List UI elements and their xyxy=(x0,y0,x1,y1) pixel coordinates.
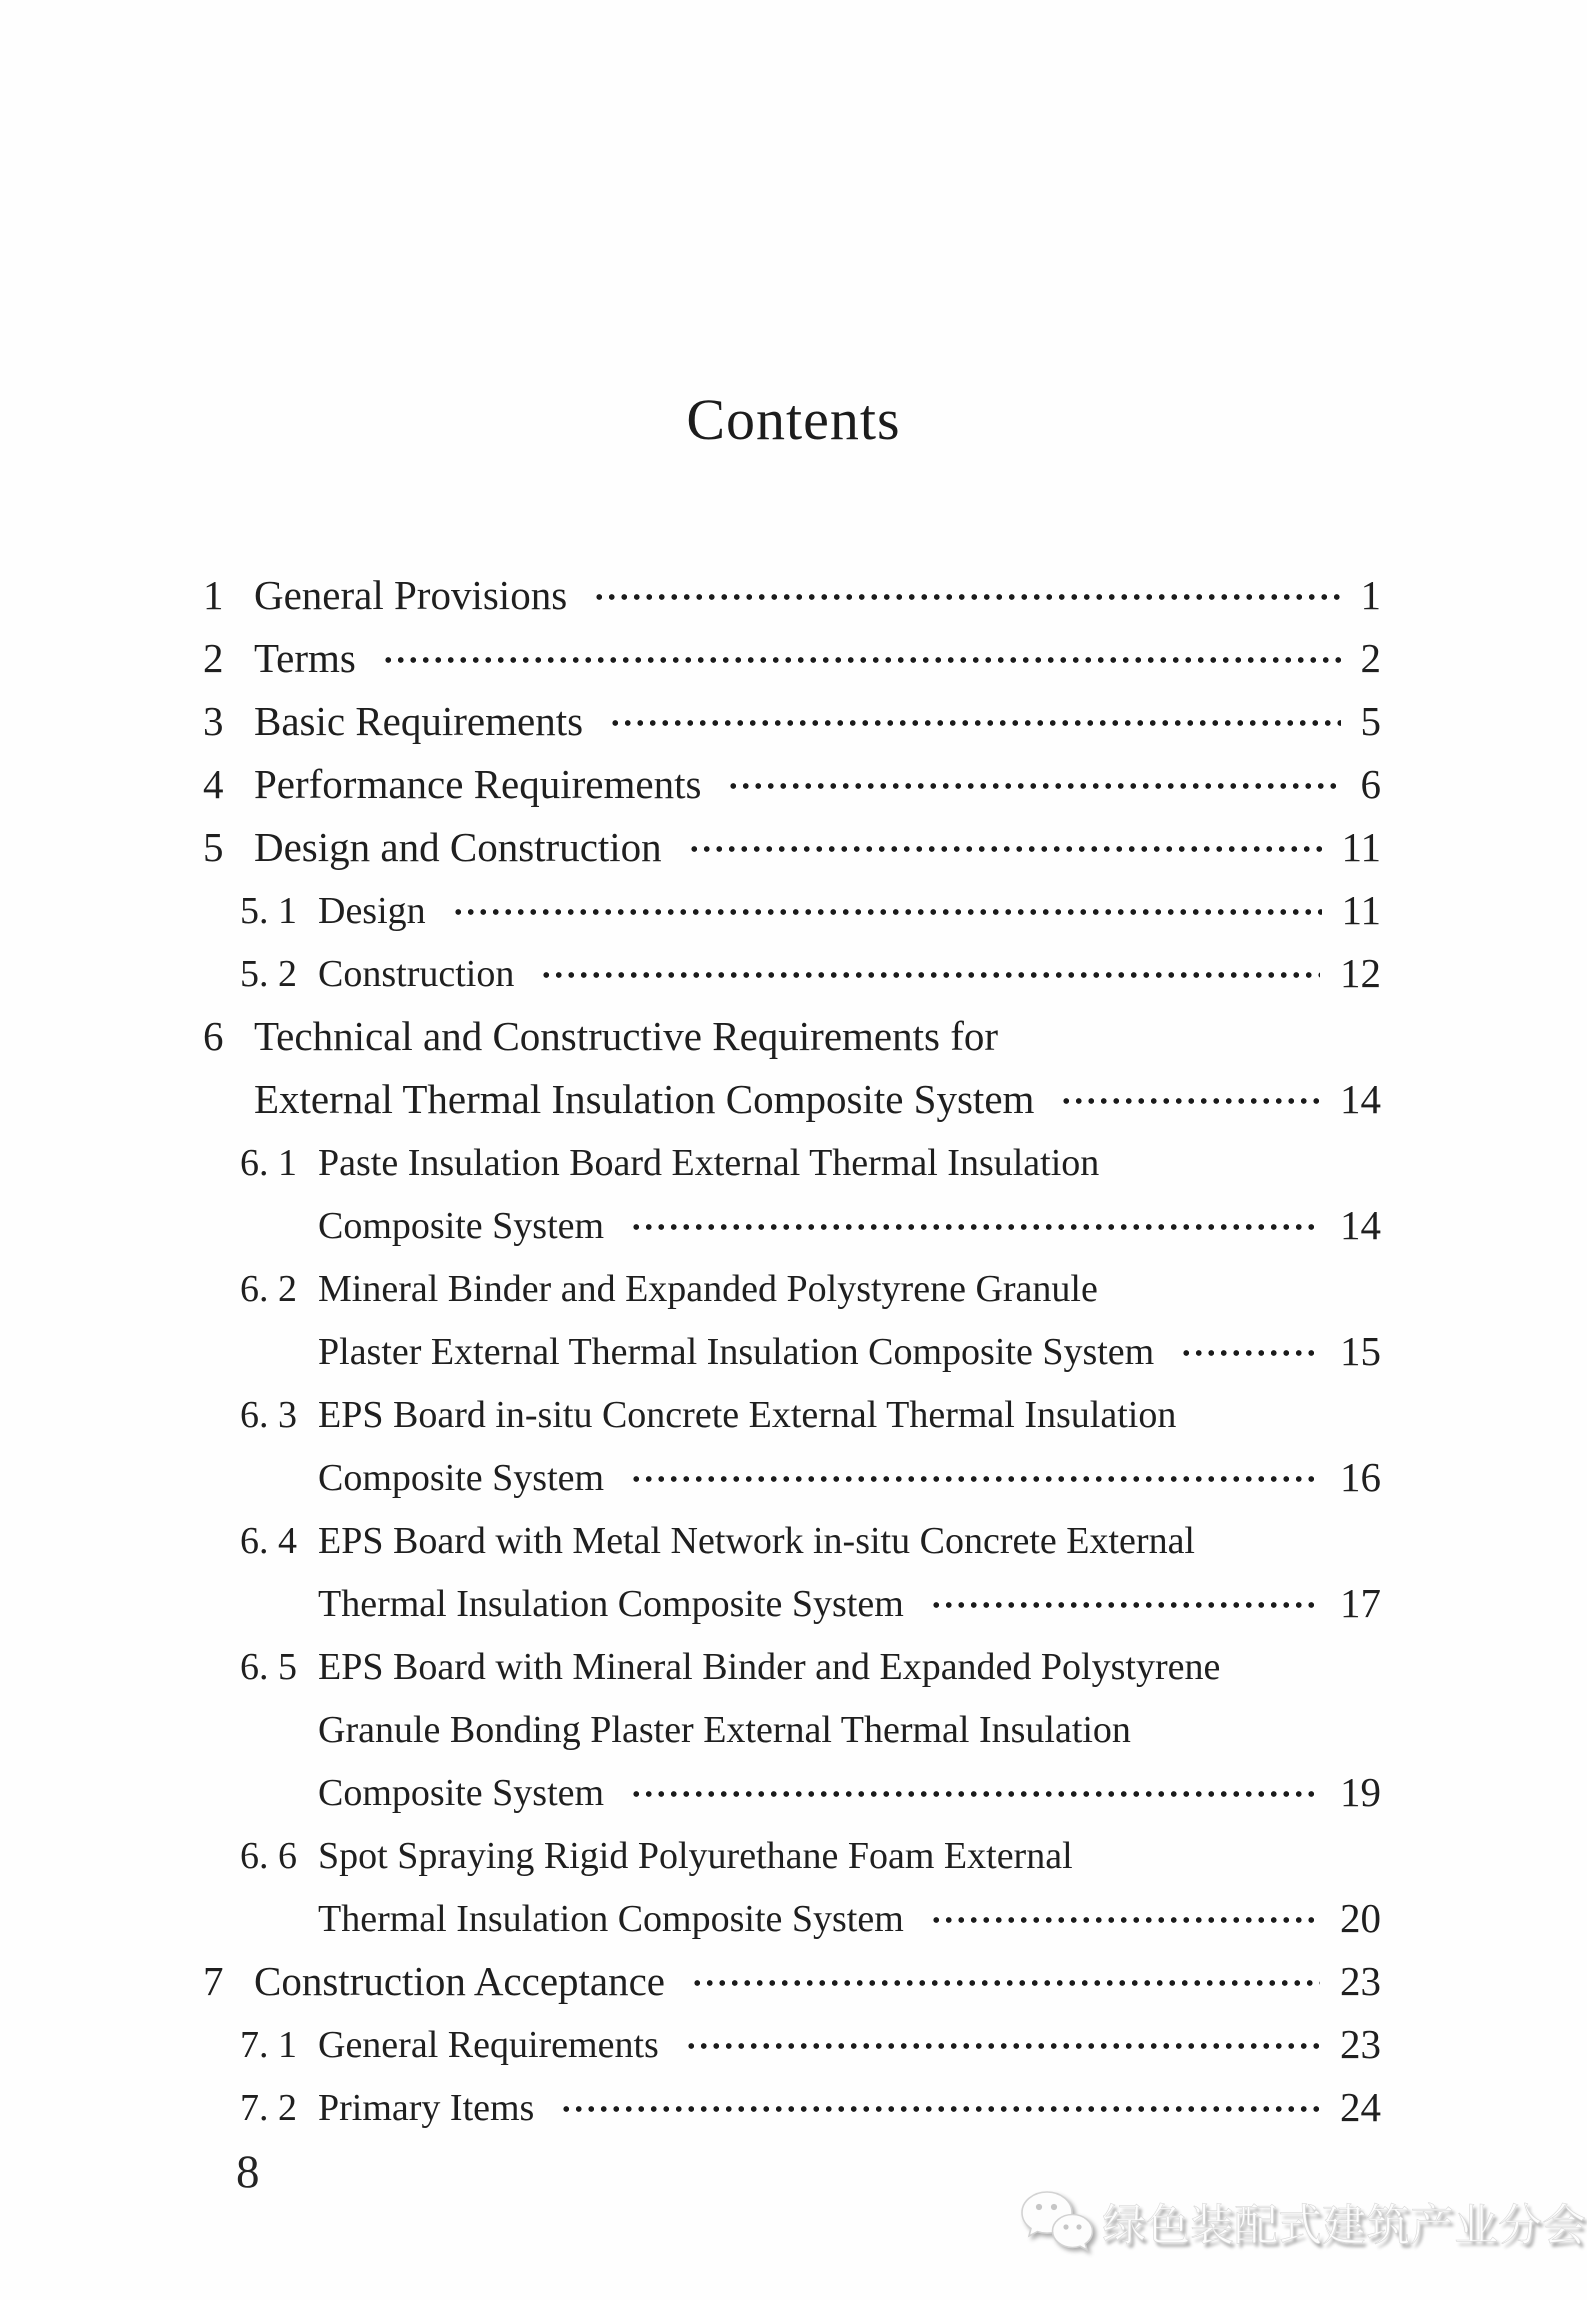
toc-entry-page: 6 xyxy=(1360,761,1381,807)
toc-entry-number: 2 xyxy=(203,635,224,681)
toc-entry-number: 6. 5 xyxy=(240,1645,297,1688)
toc-entry-number: 3 xyxy=(203,698,224,744)
dot-leader xyxy=(688,846,1322,852)
toc-entry-page: 24 xyxy=(1340,2084,1381,2130)
toc-row xyxy=(203,2013,1381,2076)
toc-row xyxy=(203,816,1381,879)
toc-entry-page: 14 xyxy=(1340,1076,1381,1122)
toc-entry-page: 20 xyxy=(1340,1895,1381,1941)
dot-leader xyxy=(630,1476,1320,1482)
toc-entry-label: Construction xyxy=(318,952,515,995)
dot-leader xyxy=(1060,1098,1320,1104)
toc-entry-number: 7. 1 xyxy=(240,2023,297,2066)
toc-entry-page: 17 xyxy=(1340,1580,1381,1626)
toc-entry-page: 15 xyxy=(1340,1328,1381,1374)
toc-row xyxy=(203,1194,1381,1257)
toc-entry-label: Primary Items xyxy=(318,2086,535,2129)
toc-row xyxy=(203,2076,1381,2139)
toc-row xyxy=(203,1446,1381,1509)
toc-row xyxy=(203,1005,1381,1068)
toc-entry-number: 6. 4 xyxy=(240,1519,297,1562)
toc-entry-number: 6. 1 xyxy=(240,1141,297,1184)
toc-row xyxy=(203,753,1381,816)
dot-leader xyxy=(1180,1350,1320,1356)
toc-row xyxy=(203,879,1381,942)
toc-entry-page: 19 xyxy=(1340,1769,1381,1815)
toc-row xyxy=(203,564,1381,627)
toc-entry-label: Spot Spraying Rigid Polyurethane Foam External xyxy=(318,1834,1073,1877)
toc-entry-label: Terms xyxy=(254,635,356,681)
toc-row xyxy=(203,1068,1381,1131)
toc-entry-label: Granule Bonding Plaster External Thermal Insulation xyxy=(318,1708,1131,1751)
toc-entry-number: 5. 1 xyxy=(240,889,297,932)
toc-row xyxy=(203,1761,1381,1824)
toc-entry-label: Plaster External Thermal Insulation Composite System xyxy=(318,1330,1155,1373)
toc-entry-page: 1 xyxy=(1360,572,1381,618)
toc-row xyxy=(203,1950,1381,2013)
toc-entry-label: Thermal Insulation Composite System xyxy=(318,1582,904,1625)
dot-leader xyxy=(685,2043,1320,2049)
toc-row xyxy=(203,690,1381,753)
toc-entry-number: 1 xyxy=(203,572,224,618)
toc-list xyxy=(203,564,1381,2139)
toc-entry-label: EPS Board with Metal Network in-situ Concrete External xyxy=(318,1519,1195,1562)
toc-entry-page: 5 xyxy=(1360,698,1381,744)
toc-row xyxy=(203,1509,1381,1572)
dot-leader xyxy=(593,594,1340,600)
toc-row xyxy=(203,1635,1381,1698)
dot-leader xyxy=(691,1980,1320,1986)
toc-entry-number: 6 xyxy=(203,1013,224,1059)
toc-entry-label: EPS Board in-situ Concrete External Thermal Insulation xyxy=(318,1393,1177,1436)
toc-entry-number: 6. 2 xyxy=(240,1267,297,1310)
dot-leader xyxy=(452,909,1322,915)
dot-leader xyxy=(382,657,1341,663)
dot-leader xyxy=(630,1791,1320,1797)
wechat-icon xyxy=(1020,2190,1094,2261)
dot-leader xyxy=(540,972,1320,978)
toc-entry-label: External Thermal Insulation Composite System xyxy=(254,1076,1035,1122)
toc-entry-number: 5. 2 xyxy=(240,952,297,995)
dot-leader xyxy=(930,1917,1320,1923)
toc-entry-label: Basic Requirements xyxy=(254,698,584,744)
toc-row xyxy=(203,627,1381,690)
toc-entry-page: 23 xyxy=(1340,2021,1381,2067)
toc-row xyxy=(203,1887,1381,1950)
toc-entry-label: Performance Requirements xyxy=(254,761,702,807)
toc-entry-number: 7 xyxy=(203,1958,224,2004)
toc-entry-page: 23 xyxy=(1340,1958,1381,2004)
toc-entry-label: General Requirements xyxy=(318,2023,659,2066)
toc-entry-label: Thermal Insulation Composite System xyxy=(318,1897,904,1940)
toc-row xyxy=(203,1824,1381,1887)
dot-leader xyxy=(630,1224,1320,1230)
toc-entry-label: General Provisions xyxy=(254,572,568,618)
toc-entry-label: Composite System xyxy=(318,1456,605,1499)
toc-entry-page: 12 xyxy=(1340,950,1381,996)
toc-row xyxy=(203,1698,1381,1761)
page-title: Contents xyxy=(686,387,901,452)
dot-leader xyxy=(609,720,1340,726)
toc-entry-page: 16 xyxy=(1340,1454,1381,1500)
dot-leader xyxy=(560,2106,1320,2112)
toc-entry-label: EPS Board with Mineral Binder and Expanded Polystyrene xyxy=(318,1645,1221,1688)
watermark-text: 绿色装配式建筑产业分会 xyxy=(1102,2200,1586,2250)
toc-entry-number: 7. 2 xyxy=(240,2086,297,2129)
watermark xyxy=(1020,2190,1586,2261)
dot-leader xyxy=(727,783,1340,789)
toc-row xyxy=(203,942,1381,1005)
toc-entry-number: 6. 3 xyxy=(240,1393,297,1436)
toc-entry-label: Mineral Binder and Expanded Polystyrene Granule xyxy=(318,1267,1098,1310)
toc-entry-label: Design xyxy=(318,889,426,932)
toc-row xyxy=(203,1383,1381,1446)
toc-entry-number: 4 xyxy=(203,761,224,807)
toc-entry-label: Design and Construction xyxy=(254,824,662,870)
toc-entry-number: 5 xyxy=(203,824,224,870)
toc-row xyxy=(203,1131,1381,1194)
dot-leader xyxy=(930,1602,1320,1608)
toc-entry-label: Paste Insulation Board External Thermal Insulation xyxy=(318,1141,1100,1184)
toc-entry-label: Technical and Constructive Requirements for xyxy=(254,1013,999,1059)
toc-entry-number: 6. 6 xyxy=(240,1834,297,1877)
toc-entry-label: Composite System xyxy=(318,1204,605,1247)
toc-entry-page: 11 xyxy=(1341,887,1381,933)
toc-entry-label: Composite System xyxy=(318,1771,605,1814)
toc-row xyxy=(203,1320,1381,1383)
toc-entry-page: 2 xyxy=(1360,635,1381,681)
footer-page-number: 8 xyxy=(236,2146,260,2198)
toc-entry-page: 14 xyxy=(1340,1202,1381,1248)
toc-entry-label: Construction Acceptance xyxy=(254,1958,666,2004)
toc-entry-page: 11 xyxy=(1341,824,1381,870)
toc-row xyxy=(203,1572,1381,1635)
toc-row xyxy=(203,1257,1381,1320)
